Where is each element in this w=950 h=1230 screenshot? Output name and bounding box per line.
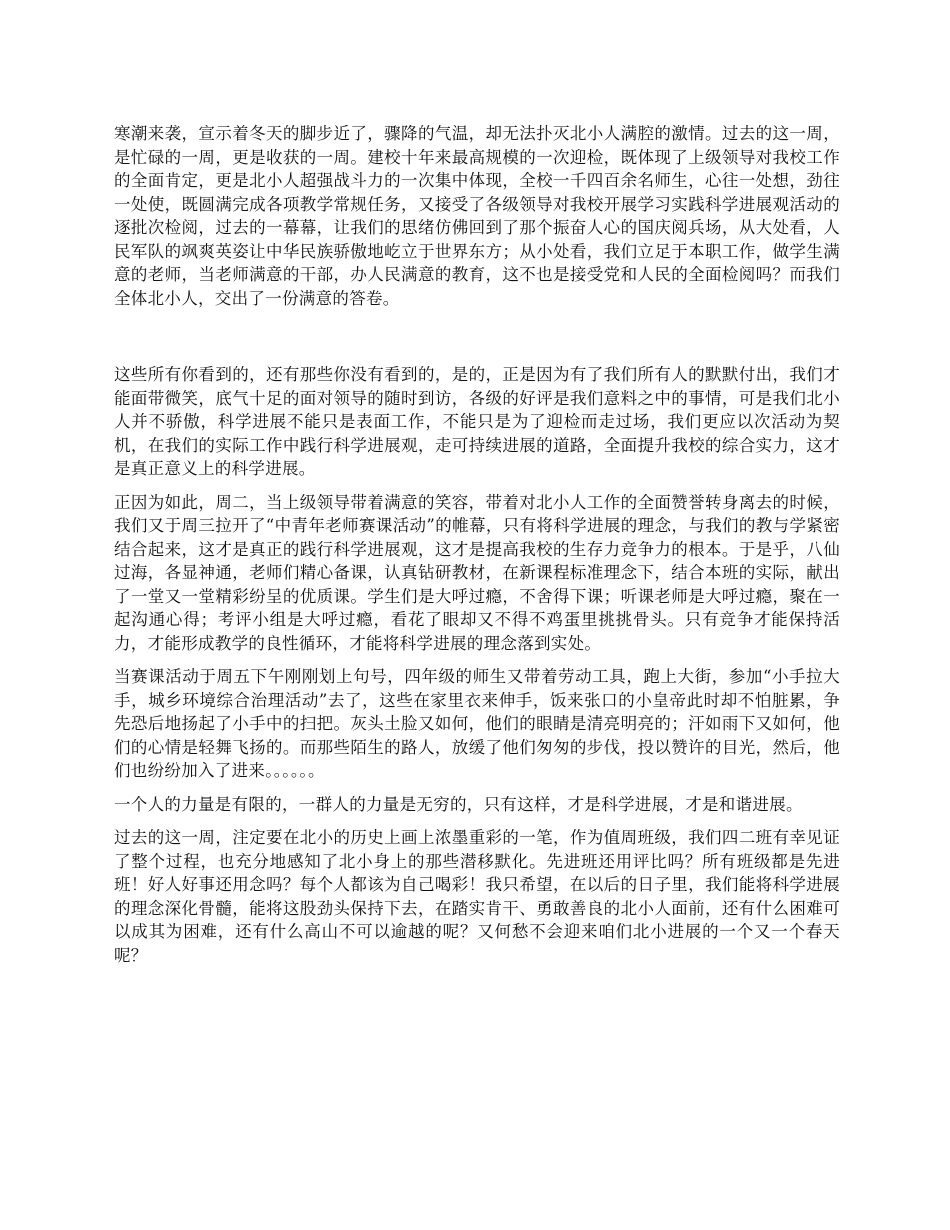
paragraph-3: 正因为如此，周二，当上级领导带着满意的笑容，带着对北小人工作的全面赞誉转身离去的时候，我们又于周三拉开了“中青年老师赛课活动”的帷幕，只有将科学进展的理念，与我们的教与学紧密结合起来，这才是真正的践行科学进展观，这才是提高我校的生存力竞争力的根本。于是乎，八仙过海，各显神通，老师们精心备课，认真钻研教材，在新课程标准理念下，结合本班的实际，献出了一堂又一堂精彩纷呈的优质课。学生们是大呼过瘾，不舍得下课；听课老师是大呼过瘾，聚在一起沟通心得；考评小组是大呼过瘾，看花了眼却又不得不鸡蛋里挑挑骨头。只有竞争才能保持活力，才能形成教学的良性循环，才能将科学进展的理念落到实处。 xyxy=(114,492,840,653)
paragraph-4: 当赛课活动于周五下午刚刚划上句号，四年级的师生又带着劳动工具，跑上大街，参加“小手拉大手，城乡环境综合治理活动”去了，这些在家里衣来伸手，饭来张口的小皇帝此时却不怕脏累，争先恐后地扬起了小手中的扫把。灰头土脸又如何，他们的眼睛是清亮明亮的；汗如雨下又如何，他们的心情是轻舞飞扬的。而那些陌生的路人，放缓了他们匆匆的步伐，投以赞许的目光，然后，他们也纷纷加入了进来。。。。。。 xyxy=(114,667,840,780)
paragraph-1: 寒潮来袭，宣示着冬天的脚步近了，骤降的气温，却无法扑灭北小人满腔的激情。过去的这一周，是忙碌的一周，更是收获的一周。建校十年来最高规模的一次迎检，既体现了上级领导对我校工作的全面肯定，更是北小人超强战斗力的一次集中体现，全校一千四百余名师生，心往一处想，劲往一处使，既圆满完成各项教学常规任务，又接受了各级领导对我校开展学习实践科学进展观活动的逐批次检阅，过去的一幕幕，让我们的思绪仿佛回到了那个振奋人心的国庆阅兵场，从大处看，人民军队的飒爽英姿让中华民族骄傲地屹立于世界东方；从小处看，我们立足于本职工作，做学生满意的老师，当老师满意的干部，办人民满意的教育，这不也是接受党和人民的全面检阅吗？而我们全体北小人，交出了一份满意的答卷。 xyxy=(114,124,840,308)
paragraph-5: 一个人的力量是有限的，一群人的力量是无穷的，只有这样，才是科学进展，才是和谐进展。 xyxy=(114,794,803,814)
paragraph-2: 这些所有你看到的，还有那些你没有看到的，是的，正是因为有了我们所有人的默默付出，我们才能面带微笑，底气十足的面对领导的随时到访，各级的好评是我们意料之中的事情，可是我们北小人并不骄傲，科学进展不能只是表面工作，不能只是为了迎检而走过场，我们更应以次活动为契机，在我们的实际工作中践行科学进展观，走可持续进展的道路，全面提升我校的综合实力，这才是真正意义上的科学进展。 xyxy=(114,365,840,478)
paragraph-6: 过去的这一周，注定要在北小的历史上画上浓墨重彩的一笔，作为值周班级，我们四二班有幸见证了整个过程，也充分地感知了北小身上的那些潜移默化。先进班还用评比吗？所有班级都是先进班！好人好事还用念吗？每个人都该为自己喝彩！我只希望，在以后的日子里，我们能将科学进展的理念深化骨髓，能将这股劲头保持下去，在踏实肯干、勇敢善良的北小人面前，还有什么困难可以成其为困难，还有什么高山不可以逾越的呢？又何愁不会迎来咱们北小进展的一个又一个春天呢？ xyxy=(114,828,840,965)
